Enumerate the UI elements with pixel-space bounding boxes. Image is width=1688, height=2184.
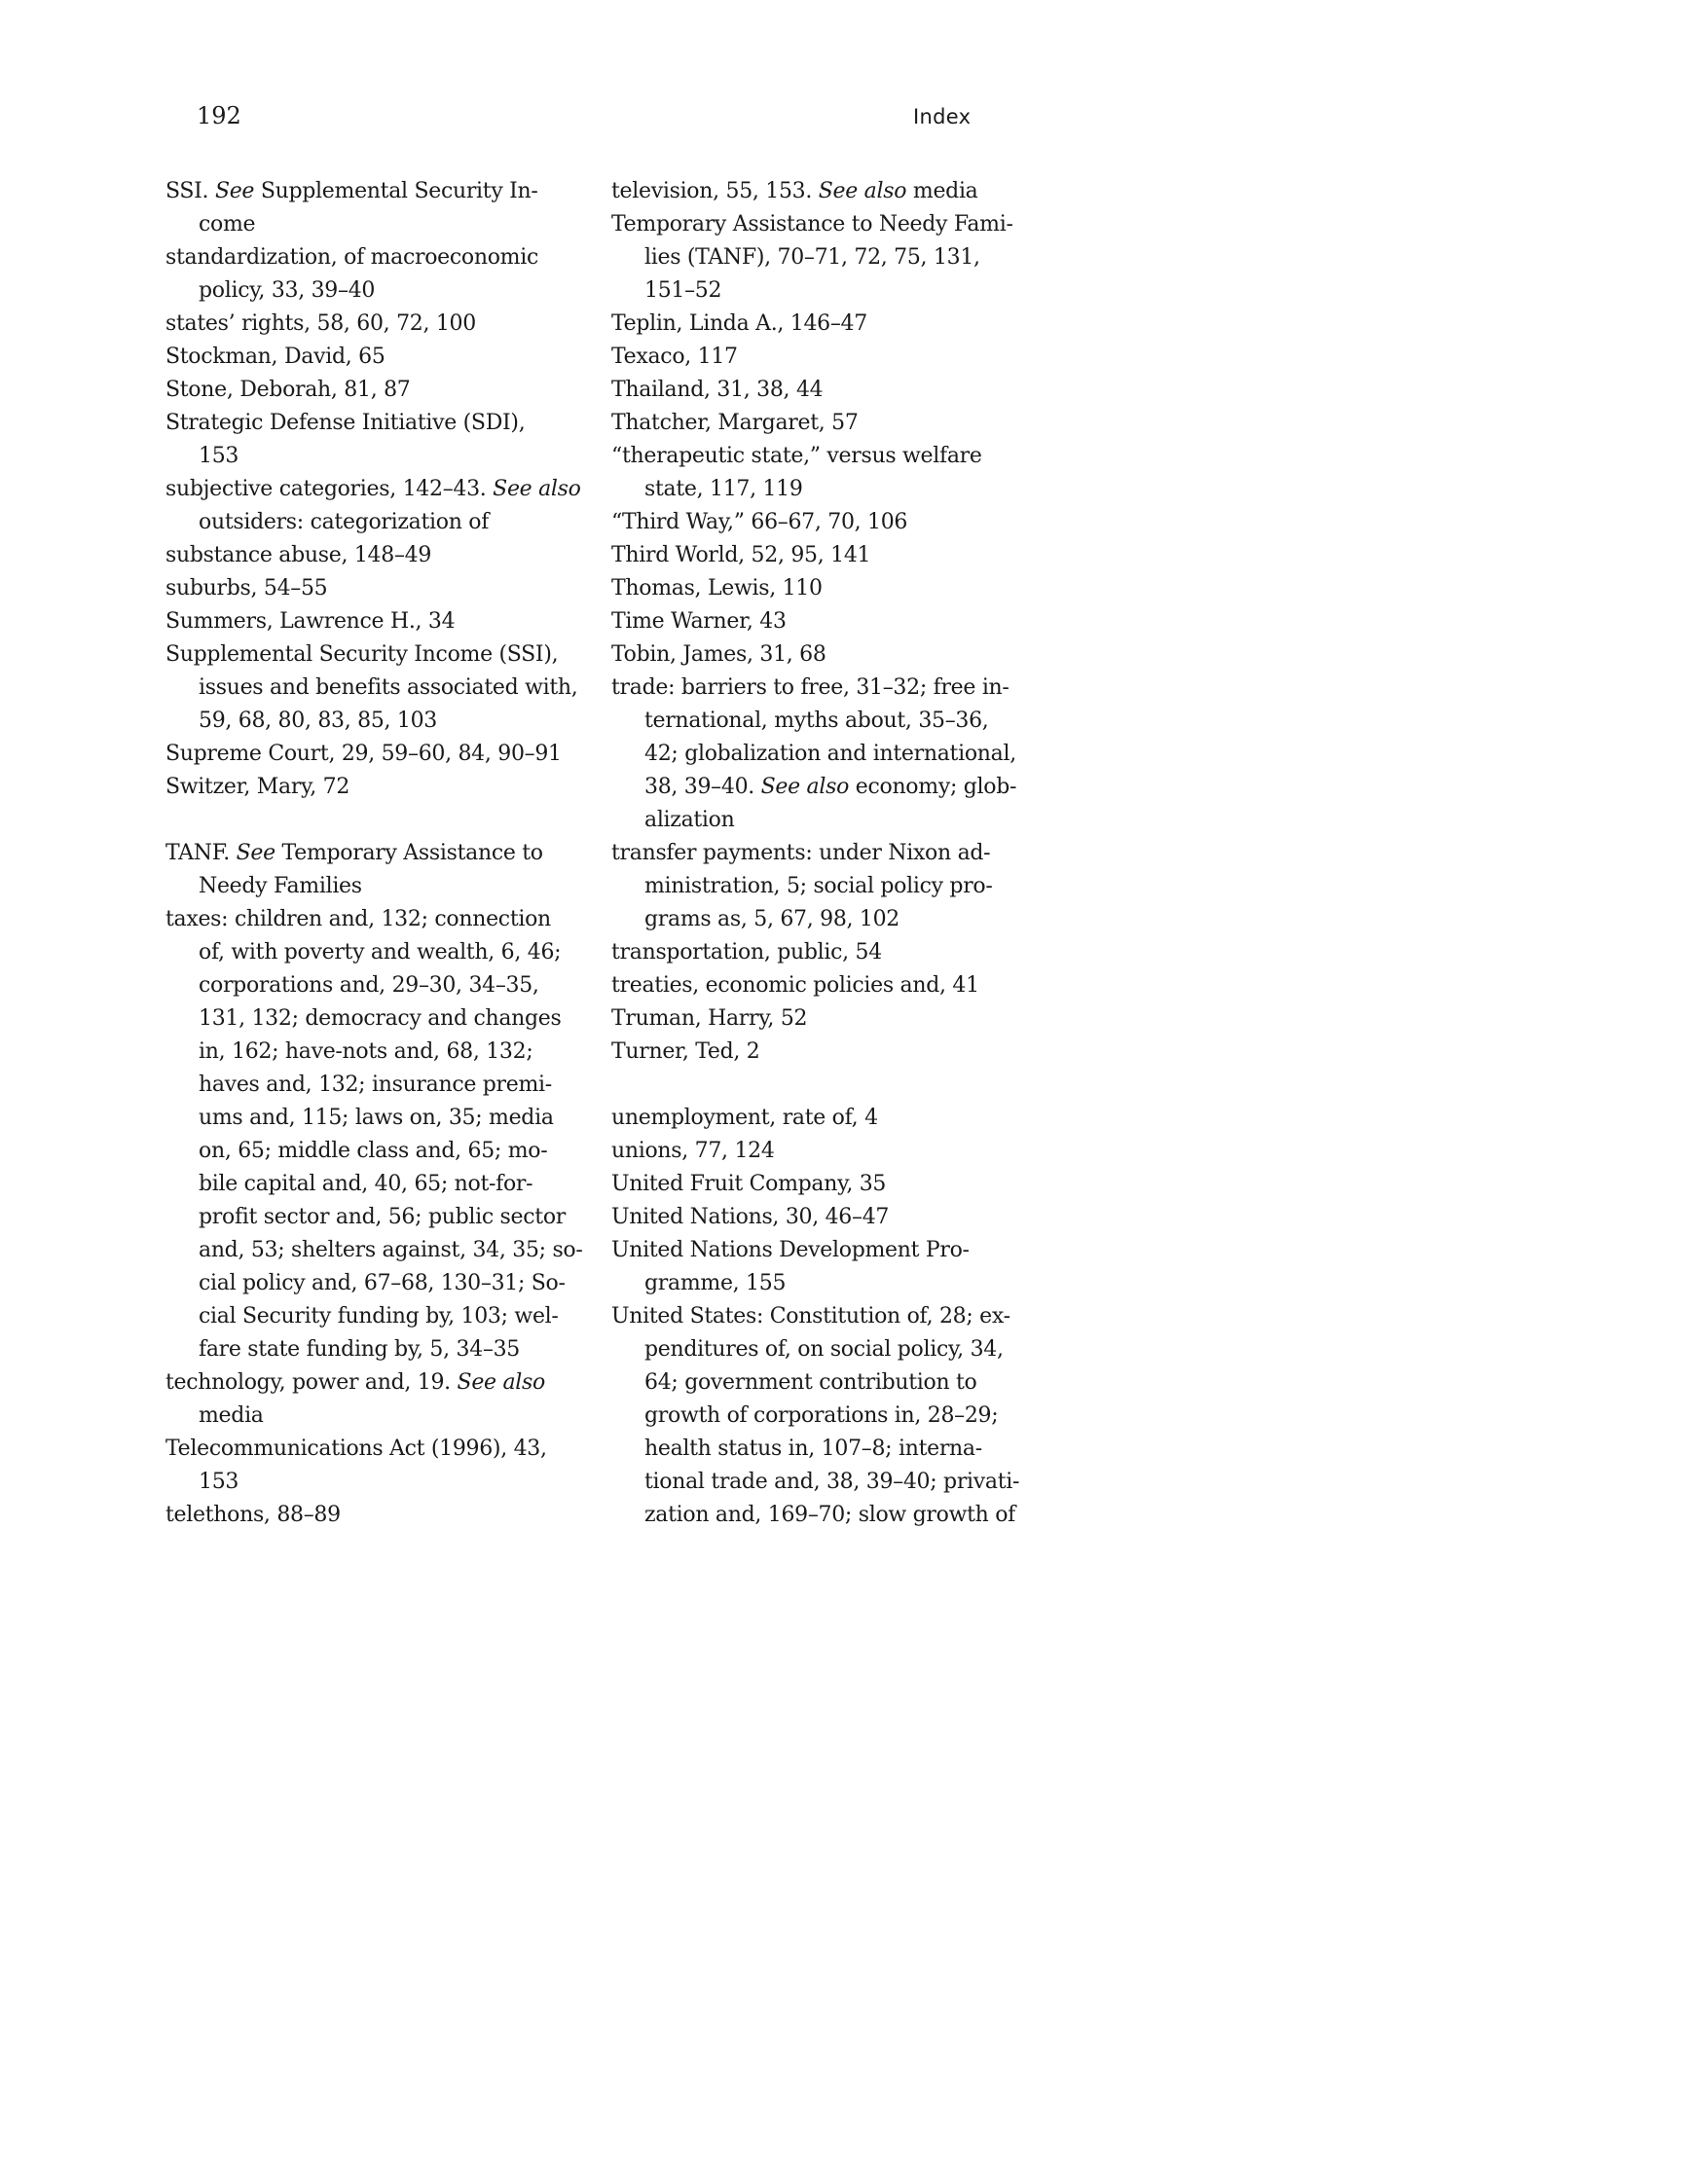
page-number: 192 [197, 102, 241, 129]
index-entry-tobin: Tobin, James, 31, 68 [611, 642, 826, 667]
index-entry-television: television, 55, 153. See also media [611, 179, 978, 203]
index-entry-subjective-categories: subjective categories, 142–43. See also outsiders: categorization of [165, 477, 581, 534]
index-entry-teplin: Teplin, Linda A., 146–47 [611, 311, 867, 336]
index-entry-transportation: transportation, public, 54 [611, 940, 882, 965]
index-entry-summers: Summers, Lawrence H., 34 [165, 609, 456, 634]
index-entry-truman: Truman, Harry, 52 [611, 1006, 808, 1031]
index-entry-thomas: Thomas, Lewis, 110 [611, 576, 823, 601]
index-entry-stockman: Stockman, David, 65 [165, 345, 385, 369]
index-entry-therapeutic-state: “therapeutic state,” versus welfare state, 117, 119 [611, 444, 982, 501]
index-entry-thatcher: Thatcher, Margaret, 57 [611, 411, 859, 435]
index-entry-texaco: Texaco, 117 [611, 345, 738, 369]
index-entry-third-way: “Third Way,” 66–67, 70, 106 [611, 510, 908, 534]
index-entry-states-rights: states’ rights, 58, 60, 72, 100 [165, 311, 476, 336]
index-entry-united-states: United States: Constitution of, 28; ex- penditures of, on social policy, 34, 64; government contribution to growth of corporations in, 28–29; health status in, 107–8; interna- tional trade and, 38, 39–40; privati- zation and, 169–70; slow growth of [611, 1304, 1020, 1527]
index-entry-thailand: Thailand, 31, 38, 44 [611, 378, 824, 402]
index-entry-treaties: treaties, economic policies and, 41 [611, 973, 979, 998]
index-entry-undp: United Nations Development Pro- gramme, 155 [611, 1238, 970, 1295]
index-entry-ssi: SSI. See Supplemental Security In- come [165, 179, 538, 237]
letter-group-spacer [611, 1069, 1020, 1102]
index-entry-telethons: telethons, 88–89 [165, 1503, 341, 1527]
index-column-right [611, 175, 1020, 1532]
running-head: Index [913, 105, 972, 128]
index-entry-taxes: taxes: children and, 132; connection of, with poverty and wealth, 6, 46; corporations and, 29–30, 34–35, 131, 132; democracy and changes in, 162; have-nots and, 68, 132; haves and, 132; insurance premi- ums and, 115; laws on, 35; media on, 65; middle class and, 65; mo- bile capital and, 40, 65; not-for- profit sector and, 56; public sector and, 53; shelters against, 34, 35; so- cial policy and, 67–68, 130–31; So- cial Security funding by, 103; wel- fare state funding by, 5, 34–35 [165, 907, 583, 1362]
index-entry-standardization: standardization, of macroeconomic policy, 33, 39–40 [165, 245, 538, 303]
index-entry-technology: technology, power and, 19. See also media [165, 1370, 545, 1428]
index-entry-supreme-court: Supreme Court, 29, 59–60, 84, 90–91 [165, 742, 562, 766]
index-entry-substance-abuse: substance abuse, 148–49 [165, 543, 432, 567]
index-entry-temporary-assistance: Temporary Assistance to Needy Fami- lies (TANF), 70–71, 72, 75, 131, 151–52 [611, 212, 1013, 303]
letter-group-spacer [165, 804, 574, 837]
index-entry-telecommunications-act: Telecommunications Act (1996), 43, 153 [165, 1437, 547, 1494]
index-entry-unemployment: unemployment, rate of, 4 [611, 1106, 878, 1130]
index-entry-united-nations: United Nations, 30, 46–47 [611, 1205, 890, 1229]
index-entry-time-warner: Time Warner, 43 [611, 609, 787, 634]
index-entry-switzer: Switzer, Mary, 72 [165, 775, 350, 799]
index-entry-tanf: TANF. See Temporary Assistance to Needy Families [165, 841, 543, 898]
index-entry-suburbs: suburbs, 54–55 [165, 576, 328, 601]
index-entry-transfer-payments: transfer payments: under Nixon ad- ministration, 5; social policy pro- grams as, 5, 67, 98, 102 [611, 841, 993, 931]
index-entry-trade: trade: barriers to free, 31–32; free in- ternational, myths about, 35–36, 42; globalization and international, 38, 39–40. See also economy; glob- alization [611, 675, 1017, 832]
index-entry-third-world: Third World, 52, 95, 141 [611, 543, 871, 567]
index-entry-stone: Stone, Deborah, 81, 87 [165, 378, 411, 402]
index-entry-unions: unions, 77, 124 [611, 1139, 775, 1163]
index-entry-united-fruit: United Fruit Company, 35 [611, 1172, 887, 1196]
index-entry-sdi: Strategic Defense Initiative (SDI), 153 [165, 411, 526, 468]
index-entry-turner: Turner, Ted, 2 [611, 1039, 760, 1064]
index-column-left [165, 175, 583, 1532]
index-entry-supplemental-security-income: Supplemental Security Income (SSI), issues and benefits associated with, 59, 68, 80, 83, 85, 103 [165, 642, 578, 733]
